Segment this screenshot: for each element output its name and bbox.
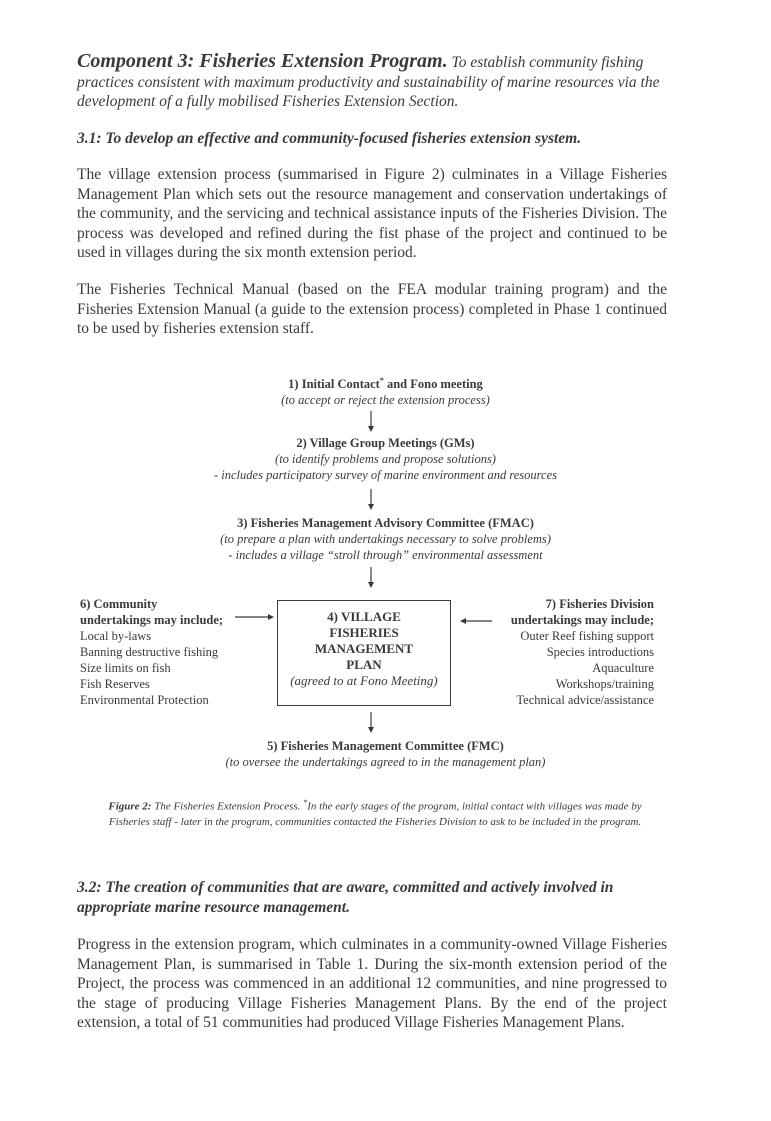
arrow-down-icon xyxy=(365,489,377,511)
list-item: Workshops/training xyxy=(555,677,654,691)
list-item: Local by-laws xyxy=(80,629,152,643)
arrow-right-icon xyxy=(235,612,275,622)
component-title: Component 3: Fisheries Extension Program. xyxy=(77,50,448,72)
caption-title: The Fisheries Extension Process. xyxy=(151,800,304,813)
list-item: Aquaculture xyxy=(592,661,654,675)
list-item: Size limits on fish xyxy=(80,661,171,675)
step-6-heading-line-1: 6) Community xyxy=(80,597,158,611)
section-3-1-paragraph-2: The Fisheries Technical Manual (based on the FEA modular training program) and the Fisheries Extension Manual (a guide to the extension process) completed in Phase 1 continued to be used by fisheries extension staff. xyxy=(77,281,667,338)
list-item: Fish Reserves xyxy=(80,677,150,691)
step-3-subtitle: (to prepare a plan with undertakings necessary to solve problems) xyxy=(220,532,551,546)
caption-footnote-mark: * xyxy=(303,798,308,807)
step-2 xyxy=(0,435,771,483)
step-3-note: - includes a village “stroll through” environmental assessment xyxy=(228,548,543,562)
figure-2-caption xyxy=(95,795,655,830)
step-1-footnote-mark: * xyxy=(379,376,384,385)
list-item: Outer Reef fishing support xyxy=(520,629,654,643)
step-1-title-part-b: and Fono meeting xyxy=(383,377,483,392)
list-item: Banning destructive fishing xyxy=(80,645,219,659)
step-3 xyxy=(0,515,771,563)
step-2-title: 2) Village Group Meetings (GMs) xyxy=(296,436,475,450)
caption-label: Figure 2: xyxy=(108,800,152,813)
step-7-heading-line-2: undertakings may include; xyxy=(510,613,654,627)
arrow-down-icon xyxy=(365,411,377,433)
step-4-line-2: FISHERIES xyxy=(329,625,399,640)
step-4-subtitle: (agreed to at Fono Meeting) xyxy=(290,673,438,688)
section-3-2-heading: 3.2: The creation of communities that are aware, committed and actively involved in appropriate marine resource management. xyxy=(77,879,614,916)
step-7-division-undertakings xyxy=(470,596,654,708)
step-2-subtitle: (to identify problems and propose solutions) xyxy=(275,452,496,466)
list-item: Environmental Protection xyxy=(80,693,209,707)
list-item: Technical advice/assistance xyxy=(516,693,654,707)
step-4-line-3: MANAGEMENT xyxy=(314,641,414,656)
step-4-line-4: PLAN xyxy=(346,657,382,672)
step-1-title-part-a: 1) Initial Contact xyxy=(288,377,380,392)
arrow-down-icon xyxy=(365,712,377,734)
step-5-title: 5) Fisheries Management Committee (FMC) xyxy=(267,739,504,753)
list-item: Species introductions xyxy=(546,645,654,659)
caption-note: In the early stages of the program, initial contact with villages was made by Fisheries staff - later in the program, communities contacted the Fisheries Division to ask to be included in the program. xyxy=(108,800,642,828)
section-3-1-heading: 3.1: To develop an effective and community-focused fisheries extension system. xyxy=(77,130,582,147)
component-heading xyxy=(77,52,689,112)
section-3-2-paragraph: Progress in the extension program, which culminates in a community-owned Village Fisheries Management Plan, is summarised in Table 1. During the six-month extension period of the Project, the process was commenced in an additional 12 communities, and nine progressed to the stage of producing Village Fisheries Management Plans. By the end of the project extension, a total of 51 communities had produced Village Fisheries Management Plans. xyxy=(77,936,667,1032)
step-5-subtitle: (to oversee the undertakings agreed to in the management plan) xyxy=(225,755,546,769)
step-1-title xyxy=(0,373,771,392)
step-1 xyxy=(0,373,771,408)
section-3-1-paragraph-1: The village extension process (summarised in Figure 2) culminates in a Village Fisheries Management Plan which sets out the resource management and conservation undertakings of the community, and the servicing and technical assistance inputs of the Fisheries Division. The process was developed and refined during the fist phase of the project and continued to be used in villages during the six month extension period. xyxy=(77,166,667,262)
step-3-title: 3) Fisheries Management Advisory Committee (FMAC) xyxy=(237,516,534,530)
step-7-heading-line-1: 7) Fisheries Division xyxy=(545,597,654,611)
step-6-heading-line-2: undertakings may include; xyxy=(80,613,224,627)
step-4-plan-box xyxy=(277,600,451,706)
component-objective: To establish community fishing practices consistent with maximum productivity and sustainability of marine resources via the development of a fully mobilised Fisheries Extension Section. xyxy=(77,54,660,110)
arrow-down-icon xyxy=(365,567,377,589)
step-5 xyxy=(0,738,771,770)
step-1-subtitle: (to accept or reject the extension process) xyxy=(281,393,490,408)
step-4-line-1: 4) VILLAGE xyxy=(327,609,401,624)
step-2-note: - includes participatory survey of marine environment and resources xyxy=(214,468,557,482)
